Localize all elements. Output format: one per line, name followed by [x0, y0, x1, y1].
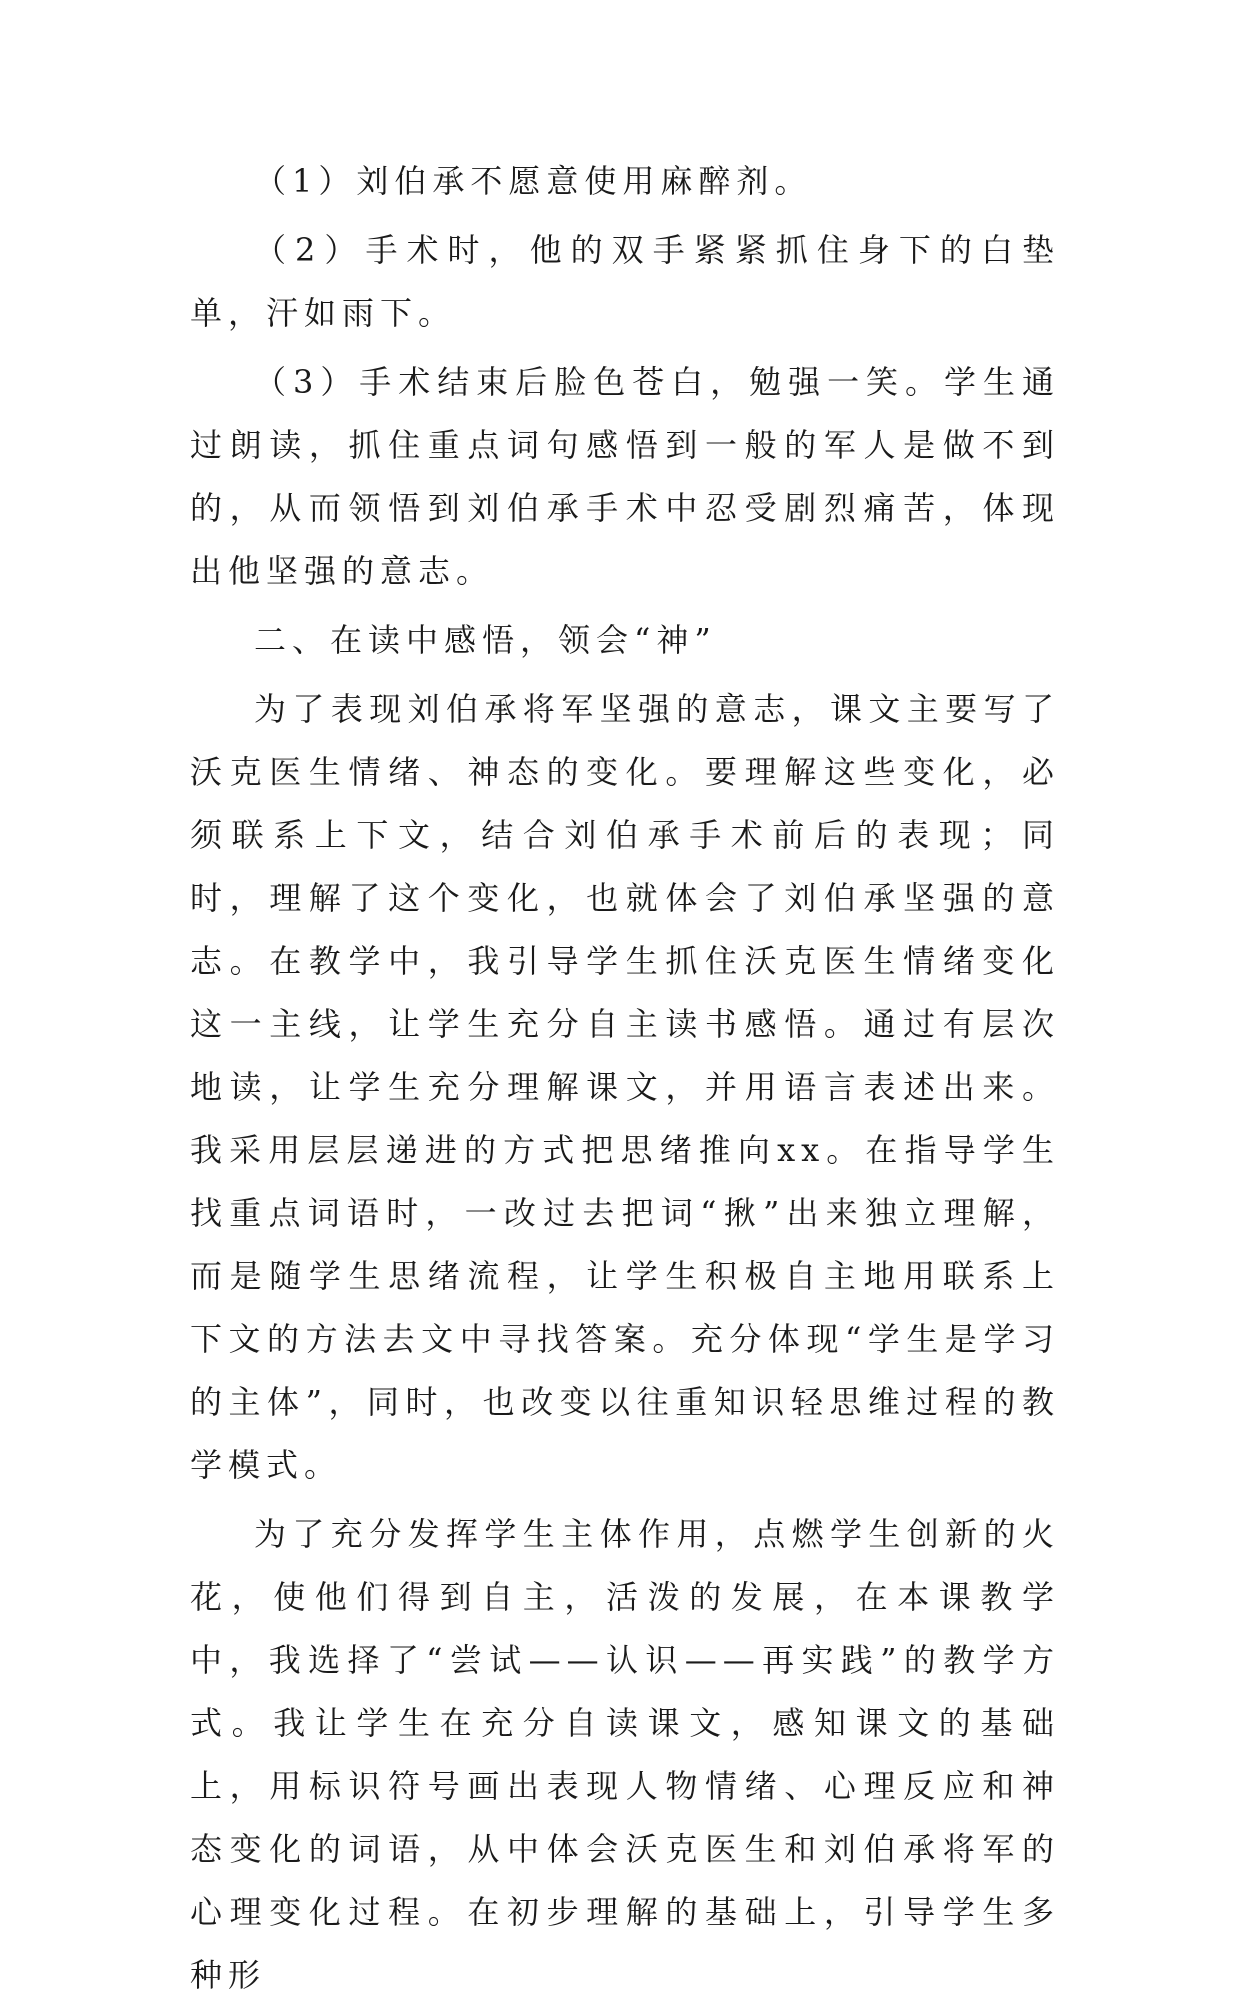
section-heading: 二、在读中感悟，领会“神”: [254, 621, 717, 659]
paragraph-1: （1）刘伯承不愿意使用麻醉剂。: [254, 162, 813, 200]
body-text: [190, 150, 1060, 2013]
paragraph-2: （2）手术时，他的双手紧紧抓住身下的白垫单，汗如雨下。: [190, 231, 1060, 332]
paragraph-5: 为了充分发挥学生主体作用，点燃学生创新的火花，使他们得到自主，活泼的发展，在本课教学中，我选择了“尝试——认识——再实践”的教学方式。我让学生在充分自读课文，感知课文的基础上，用标识符号画出表现人物情绪、心理反应和神态变化的词语，从中体会沃克医生和刘伯承将军的心理变化过程。在初步理解的基础上，引导学生多种形: [190, 1515, 1060, 1994]
paragraph-4: 为了表现刘伯承将军坚强的意志，课文主要写了沃克医生情绪、神态的变化。要理解这些变化，必须联系上下文，结合刘伯承手术前后的表现；同时，理解了这个变化，也就体会了刘伯承坚强的意志。在教学中，我引导学生抓住沃克医生情绪变化这一主线，让学生充分自主读书感悟。通过有层次地读，让学生充分理解课文，并用语言表述出来。我采用层层递进的方式把思绪推向xx。在指导学生找重点词语时，一改过去把词“揪”出来独立理解，而是随学生思绪流程，让学生积极自主地用联系上下文的方法去文中寻找答案。充分体现“学生是学习的主体”，同时，也改变以往重知识轻思维过程的教学模式。: [190, 690, 1060, 1484]
paragraph-3: （3）手术结束后脸色苍白，勉强一笑。学生通过朗读，抓住重点词句感悟到一般的军人是做不到的，从而领悟到刘伯承手术中忍受剧烈痛苦，体现出他坚强的意志。: [190, 363, 1060, 590]
